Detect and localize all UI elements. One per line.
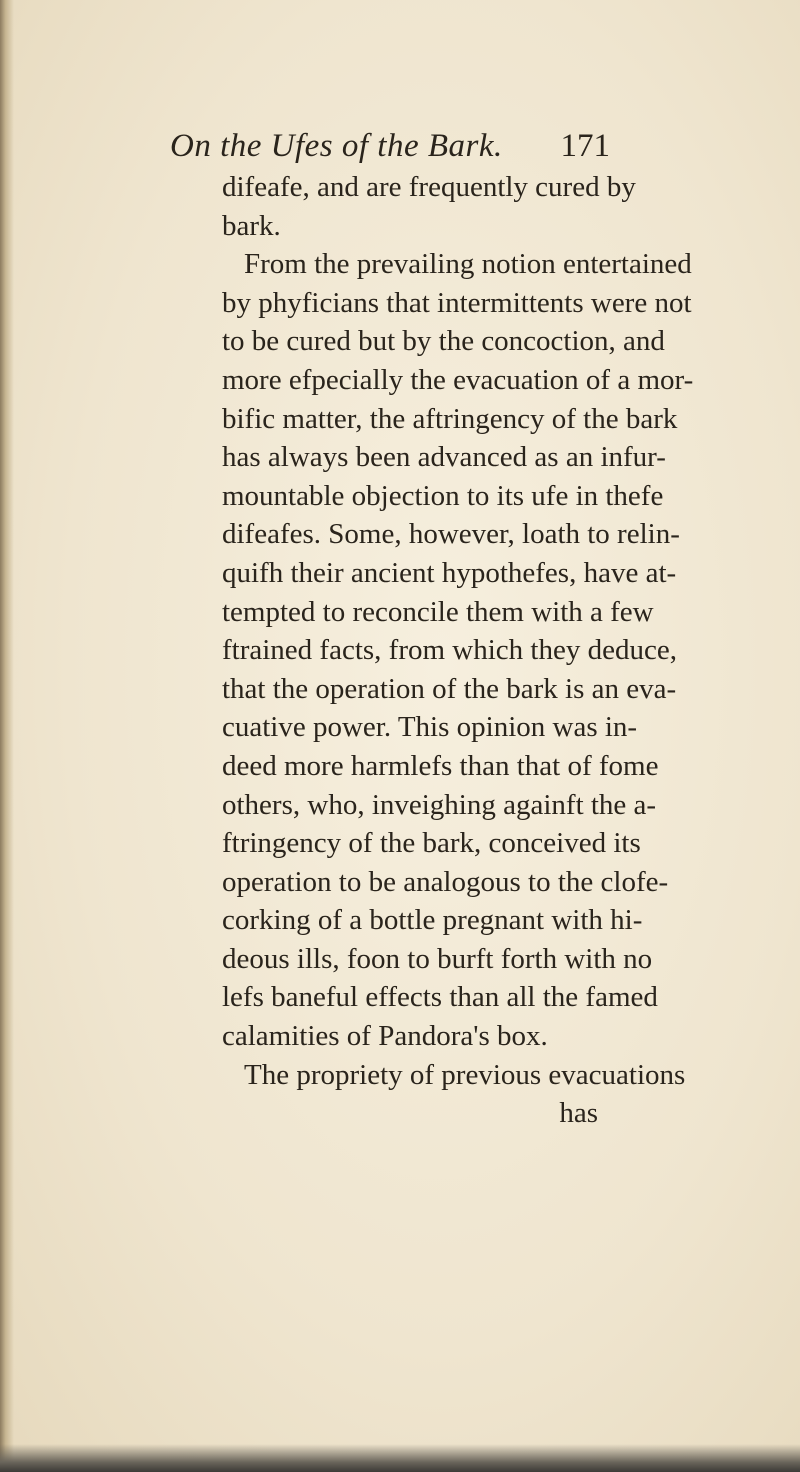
text-line: difeafes. Some, however, loath to relin- xyxy=(222,518,680,551)
text-line: difeafe, and are frequently cured by xyxy=(222,171,636,203)
body-text xyxy=(222,168,694,1133)
binding-edge xyxy=(0,0,14,1472)
text-line: cuative power. This opinion was in- xyxy=(222,711,638,744)
text-line: deous ills, foon to burft forth with no xyxy=(222,942,653,975)
text-line: others, who, inveighing againft the a- xyxy=(222,788,657,821)
text-line: ftrained facts, from which they deduce, xyxy=(222,634,677,667)
running-head-title: On the Ufes of the Bark. xyxy=(170,128,503,164)
text-line: calamities of Pandora's box. xyxy=(222,1020,548,1053)
catchword: has xyxy=(559,1097,598,1130)
text-line: to be cured but by the concoction, and xyxy=(222,325,665,358)
text-line: From the prevailing notion entertained xyxy=(244,248,692,281)
text-line: lefs baneful effects than all the famed xyxy=(222,981,658,1014)
text-line: bark. xyxy=(222,209,281,242)
text-line: corking of a bottle pregnant with hi- xyxy=(222,904,643,937)
text-line: mountable objection to its ufe in thefe xyxy=(222,479,664,512)
text-line: deed more harmlefs than that of fome xyxy=(222,749,659,782)
text-line: tempted to reconcile them with a few xyxy=(222,595,654,628)
page-bottom-edge xyxy=(0,1444,800,1472)
text-line: that the operation of the bark is an eva- xyxy=(222,672,677,705)
running-head xyxy=(170,128,610,172)
page-number: 171 xyxy=(560,128,610,164)
text-line: more efpecially the evacuation of a mor- xyxy=(222,363,694,396)
text-line: ftringency of the bark, conceived its xyxy=(222,827,641,860)
text-line: by phyficians that intermittents were not xyxy=(222,286,692,319)
text-line: bific matter, the aftringency of the bark xyxy=(222,402,678,435)
text-line: quifh their ancient hypothefes, have at- xyxy=(222,556,677,589)
text-line: The propriety of previous evacuations xyxy=(244,1058,686,1091)
text-line: has always been advanced as an infur- xyxy=(222,441,666,474)
text-line: operation to be analogous to the clofe- xyxy=(222,865,669,898)
